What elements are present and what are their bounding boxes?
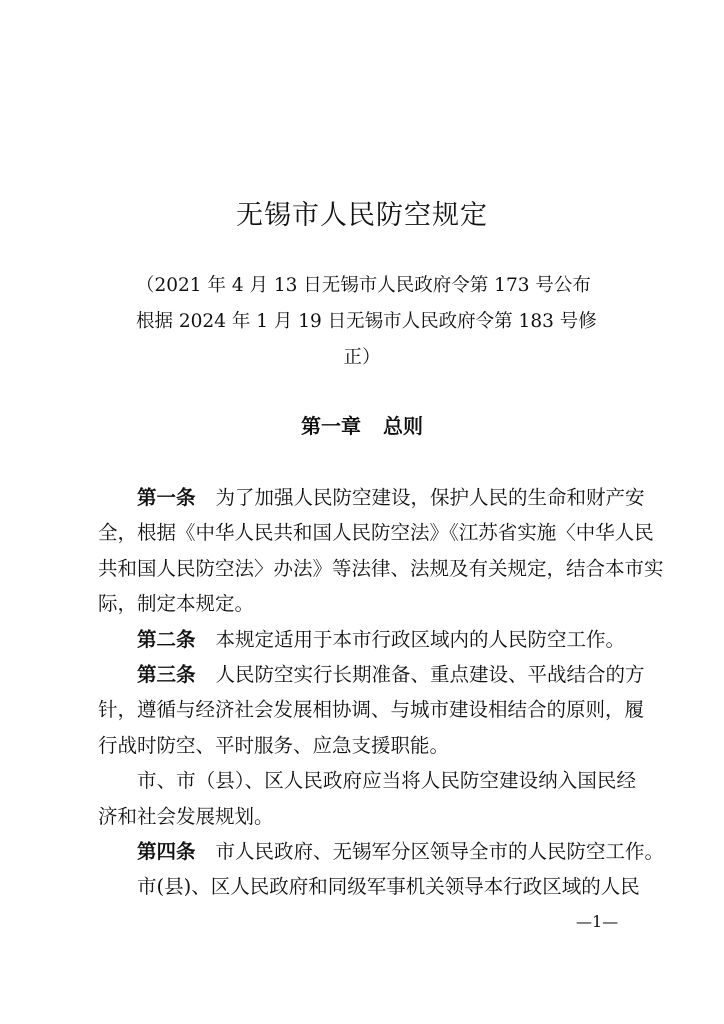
subtitle-line: 正）: [343, 347, 381, 368]
article-1-line: [98, 480, 645, 515]
article-1-line: 全，根据《中华人民共和国人民防空法》《江苏省实施〈中华人民: [98, 521, 654, 545]
article-1-line: 际，制定本规定。: [98, 592, 255, 616]
article-text: 为了加强人民防空建设，保护人民的生命和财产安: [215, 486, 645, 509]
document-body: [98, 480, 665, 905]
subtitle-line: （2021 年 4 月 13 日无锡市人民政府令第 173 号公布: [136, 275, 591, 296]
article-3-paragraph-line: 市、市（县）、区人民政府应当将人民防空建设纳入国民经: [137, 769, 636, 793]
document-title: 无锡市人民防空规定: [236, 200, 488, 231]
subtitle-line: 根据 2024 年 1 月 19 日无锡市人民政府令第 183 号修: [136, 311, 597, 332]
article-text: 人民防空实行长期准备、重点建设、平战结合的方: [215, 662, 645, 686]
page-number: —1—: [576, 912, 619, 931]
chapter-heading: [0, 410, 724, 442]
article-1-line: 共和国人民防空法〉办法》等法律、法规及有关规定，结合本市实: [98, 556, 664, 580]
article-3-paragraph-line: 济和社会发展规划。: [98, 804, 274, 828]
document-subtitle: [136, 268, 597, 376]
article-2-line: [98, 622, 636, 657]
article-text: 本规定适用于本市行政区域内的人民防空工作。: [215, 627, 626, 651]
article-label: 第一条: [137, 486, 196, 509]
article-text: 市人民政府、无锡军分区领导全市的人民防空工作。: [215, 839, 665, 863]
article-4-paragraph-line: 市(县)、区人民政府和同级军事机关领导本行政区域的人民: [137, 875, 640, 899]
article-3-line: 行战时防空、平时服务、应急支援职能。: [98, 733, 450, 757]
article-4-line: [98, 834, 665, 869]
article-3-line: [98, 657, 645, 692]
chapter-number: 第一章: [301, 414, 361, 438]
article-label: 第二条: [137, 627, 196, 651]
article-label: 第四条: [137, 839, 196, 863]
chapter-name: 总则: [383, 414, 423, 438]
article-label: 第三条: [137, 662, 196, 686]
article-3-line: 针，遵循与经济社会发展相协调、与城市建设相结合的原则，履: [98, 698, 645, 722]
